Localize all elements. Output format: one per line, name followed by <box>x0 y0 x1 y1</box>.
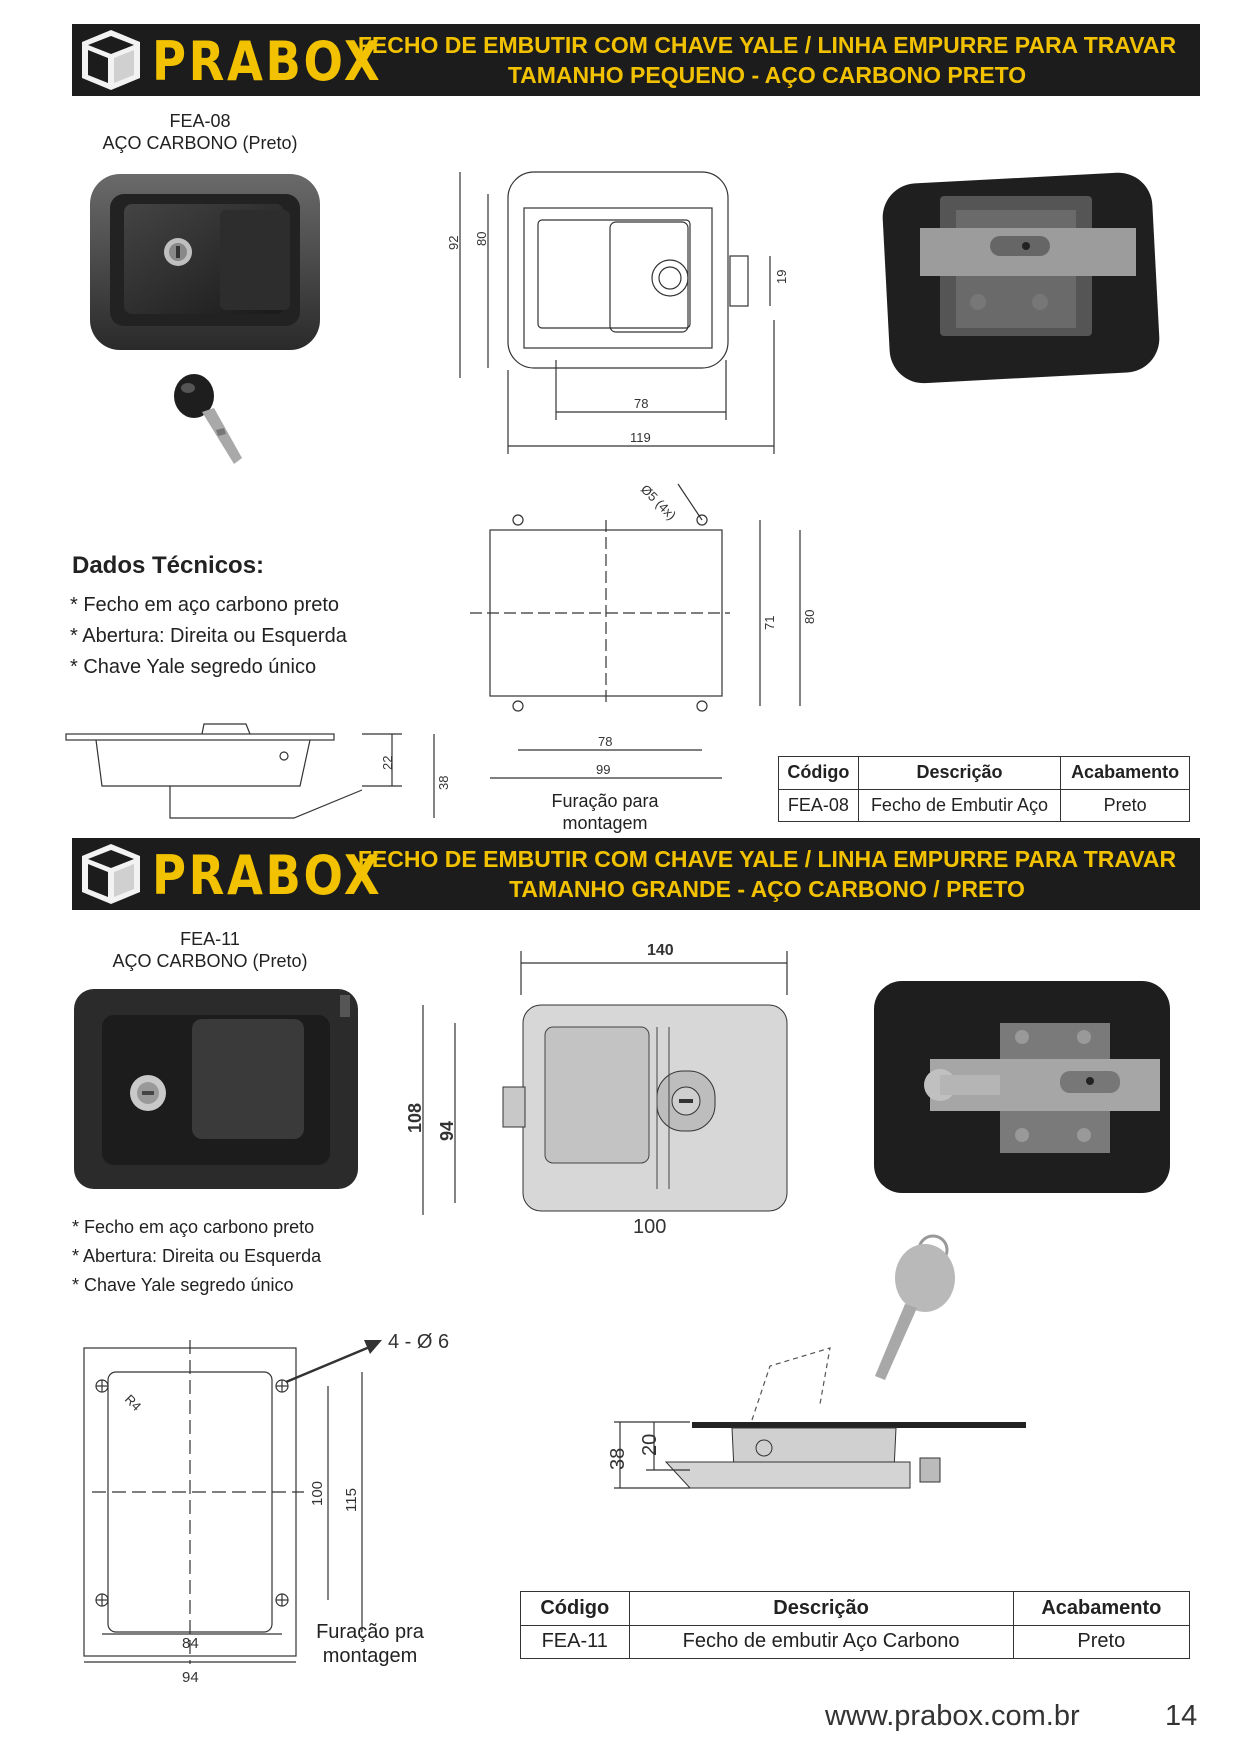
dim-94: 94 <box>437 1120 457 1141</box>
side-drawing-small <box>62 720 462 830</box>
brand-name: PRABOX <box>152 30 383 93</box>
website-url: www.prabox.com.br <box>825 1700 1080 1732</box>
dim-38: 38 <box>436 775 451 790</box>
latch-back-photo-large <box>870 975 1180 1205</box>
table-cell-finish: Preto <box>1013 1625 1189 1659</box>
product-material: AÇO CARBONO (Preto) <box>112 951 308 971</box>
product-code: FEA-11 <box>180 929 240 949</box>
table-cell-finish: Preto <box>1061 789 1190 822</box>
dim-19: 19 <box>774 269 789 284</box>
dim-99: 99 <box>596 762 611 777</box>
latch-photo-large <box>72 985 362 1195</box>
table-header-code: Código <box>779 757 859 790</box>
specs-title: Dados Técnicos: <box>72 552 265 579</box>
dim-80: 80 <box>474 231 489 246</box>
spec-item: * Fecho em aço carbono preto <box>70 594 340 616</box>
key-photo-small <box>172 372 250 468</box>
specs-list-small <box>70 590 347 683</box>
front-drawing-large <box>395 935 835 1235</box>
holes-callout: 4 - Ø 6 <box>388 1331 450 1353</box>
table-header-description: Descrição <box>858 757 1060 790</box>
latch-photo-small <box>80 170 330 355</box>
section-title: FECHO DE EMBUTIR COM CHAVE YALE / LINHA EMPURRE PARA TRAVAR TAMANHO GRANDE - AÇO CARBONO / PRETO <box>357 846 1177 902</box>
table-cell-description: Fecho de Embutir Aço <box>858 789 1060 822</box>
dim-80b: 80 <box>802 609 817 624</box>
dim-140: 140 <box>647 942 674 959</box>
box-logo-icon <box>78 840 144 908</box>
spec-item: * Chave Yale segredo único <box>70 656 317 678</box>
dim-38b: 38 <box>607 1447 629 1470</box>
dim-71: 71 <box>762 615 777 630</box>
table-header-code: Código <box>521 1592 630 1626</box>
drill-template-small <box>430 470 830 800</box>
table-header-finish: Acabamento <box>1061 757 1190 790</box>
radius-label: R4 <box>121 1391 145 1414</box>
table-cell-description: Fecho de embutir Aço Carbono <box>629 1625 1013 1659</box>
dim-108: 108 <box>405 1102 425 1133</box>
spec-item: * Fecho em aço carbono preto <box>72 1217 315 1237</box>
product-caption <box>90 928 330 972</box>
dim-92: 92 <box>446 235 461 250</box>
product-table-large <box>520 1591 1190 1659</box>
dim-115: 115 <box>343 1488 360 1512</box>
page-number: 14 <box>1165 1700 1198 1732</box>
table-cell-code: FEA-11 <box>521 1625 630 1659</box>
table-cell-code: FEA-08 <box>779 789 859 822</box>
dim-94b: 94 <box>182 1669 199 1686</box>
dim-78b: 78 <box>598 734 613 749</box>
dim-22: 22 <box>380 755 395 770</box>
product-code: FEA-08 <box>169 111 231 131</box>
dim-78: 78 <box>634 396 649 411</box>
specs-list-large <box>72 1213 321 1300</box>
dim-100: 100 <box>633 1216 667 1235</box>
latch-back-photo-small <box>880 170 1170 385</box>
section-1-banner <box>72 24 1200 96</box>
section-title: FECHO DE EMBUTIR COM CHAVE YALE / LINHA EMPURRE PARA TRAVAR TAMANHO PEQUENO - AÇO CARBONO PRETO <box>357 32 1177 88</box>
drill-caption-small: Furação para montagem <box>551 791 659 833</box>
dim-20: 20 <box>639 1433 661 1456</box>
hole-callout: Ø5 (4x) <box>637 481 680 523</box>
spec-item: * Abertura: Direita ou Esquerda <box>72 1246 322 1266</box>
table-header-finish: Acabamento <box>1013 1592 1189 1626</box>
section-2-banner <box>72 838 1200 910</box>
product-material: AÇO CARBONO (Preto) <box>102 133 298 153</box>
product-table-small <box>778 756 1190 822</box>
front-drawing-small <box>430 160 860 460</box>
spec-item: * Abertura: Direita ou Esquerda <box>70 625 347 647</box>
side-drawing-large <box>580 1340 1040 1490</box>
drill-caption-large: Furação pra montagem <box>316 1621 424 1667</box>
box-logo-icon <box>78 26 144 94</box>
product-caption <box>80 110 320 154</box>
dim-84: 84 <box>182 1635 199 1652</box>
dim-100b: 100 <box>309 1480 326 1506</box>
brand-name: PRABOX <box>152 844 383 907</box>
spec-item: * Chave Yale segredo único <box>72 1275 294 1295</box>
dim-119: 119 <box>630 430 651 445</box>
table-header-description: Descrição <box>629 1592 1013 1626</box>
